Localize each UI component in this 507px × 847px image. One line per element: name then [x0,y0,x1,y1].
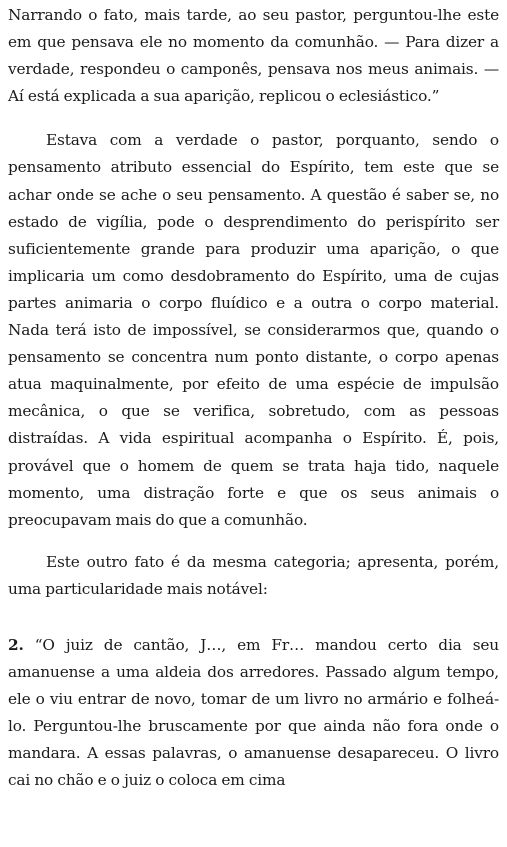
document-page [8,0,499,795]
paragraph-explanation: Estava com a verdade o pastor, porquanto, sendo o pensamento atributo essencial do Espírito, tem este que se achar onde se ache o seu pensamento. A questão é saber se, no estado de vigília, pode o desprendimento do perispírito ser suficientemente grande para produzir uma aparição, o que implicaria um como desdobramento do Espírito, uma de cujas partes animaria o corpo fluídico e a outra o corpo material. Nada terá isto de impossível, se considerarmos que, quando o pensamento se concentra num ponto distante, o corpo apenas atua maquinalmente, por efeito de uma espécie de impulsão mecânica, o que se verifica, sobretudo, com as pessoas distraídas. A vida espiritual acompanha o Espírito. É, pois, provável que o homem de quem se trata haja tido, naquele momento, uma distração forte e que os seus animais o preocupavam mais do que a comunhão. [8,131,499,529]
case-text: “O juiz de cantão, J…, em Fr… mandou certo dia seu amanuense a uma aldeia dos arredores. Passado algum tempo, ele o viu entrar de novo, tomar de um livro no armário e folheá-lo. Perguntou-lhe bruscamente por que ainda não fora onde o mandara. A essas palavras, o amanuense desapareceu. O livro cai no chão e o juiz o coloca em cima [8,635,499,790]
paragraph-intro-next-case: Este outro fato é da mesma categoria; apresenta, porém, uma particularidade mais notável: [8,552,499,598]
case-number: 2. [8,635,24,654]
numbered-case-paragraph [8,632,499,795]
paragraph-narrative: Narrando o fato, mais tarde, ao seu pastor, perguntou-lhe este em que pensava ele no momento da comunhão. — Para dizer a verdade, respondeu o camponês, pensava nos meus animais. — Aí está explicada a sua aparição, replicou o eclesiástico.” [8,6,499,106]
